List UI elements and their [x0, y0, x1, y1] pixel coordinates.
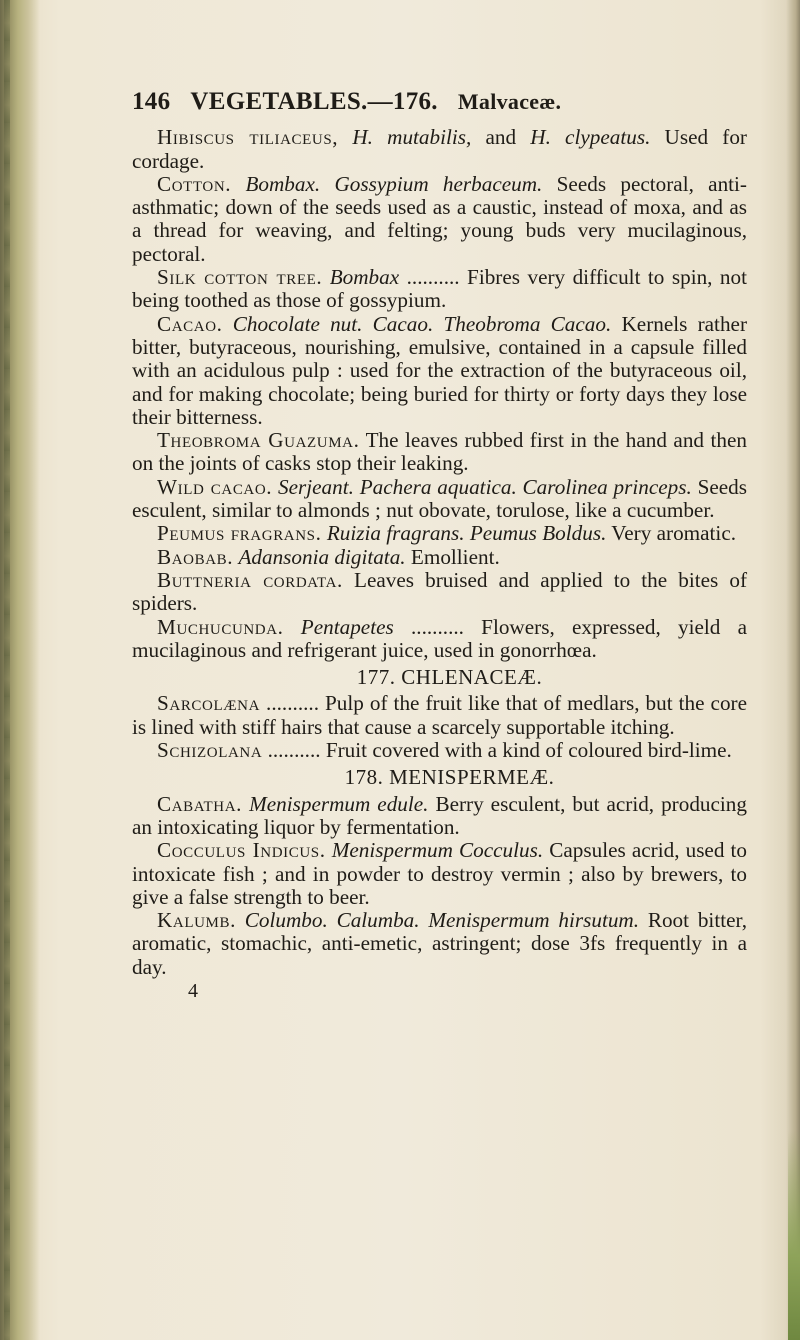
section-heading-177: 177. CHLENACEÆ.	[356, 665, 543, 690]
entry-paragraph	[132, 569, 747, 616]
latin-name: H. mutabilis,	[352, 125, 472, 150]
page-corner-stain	[788, 1130, 800, 1340]
entry-text	[338, 125, 352, 149]
entries-chlenaceae	[132, 692, 747, 762]
entry-text: .......... Flowers, expressed, yield a mucilaginous and refrigerant juice, used in gonorrhœa.	[132, 614, 747, 662]
latin-name: H. clypeatus.	[530, 125, 651, 150]
entry-text: The leaves rubbed first in the hand and then on the joints of casks stop their leaking.	[132, 428, 747, 476]
entry-paragraph	[132, 909, 747, 979]
entry-headword: Silk cotton tree.	[157, 265, 323, 290]
page-content	[132, 90, 747, 1003]
entry-headword: Buttneria cordata.	[157, 567, 343, 592]
entry-headword: Muchucunda.	[157, 614, 284, 639]
latin-name: Menispermum edule.	[249, 791, 429, 816]
entry-text	[284, 615, 301, 639]
entry-text	[223, 312, 233, 336]
entry-text	[322, 265, 329, 289]
entry-paragraph	[132, 739, 747, 762]
entry-headword: Wild cacao.	[157, 474, 273, 499]
entry-paragraph	[132, 793, 747, 840]
entry-text: .......... Fruit covered with a kind of coloured bird-lime.	[262, 738, 732, 763]
entry-headword: Schizolana	[157, 738, 263, 763]
entry-headword: Kalumb.	[157, 908, 236, 933]
entry-text	[236, 908, 245, 932]
entry-text: Emollient.	[405, 544, 500, 569]
entry-paragraph	[132, 616, 747, 663]
entry-paragraph	[132, 313, 747, 429]
entry-text: .......... Pulp of the fruit like that of medlars, but the core is lined with stiff hairs that cause a scarcely supportable itching.	[132, 691, 747, 739]
latin-name: Bombax. Gossypium herbaceum.	[245, 171, 543, 196]
entry-paragraph	[132, 173, 747, 266]
entry-headword: Cocculus Indicus.	[157, 838, 326, 863]
entry-headword: Peumus fragrans.	[157, 521, 322, 546]
running-title: VEGETABLES.—176.	[190, 88, 438, 115]
entry-headword: Cotton.	[157, 171, 232, 196]
entry-paragraph	[132, 522, 747, 545]
entry-headword: Cabatha.	[157, 791, 243, 816]
entry-paragraph	[132, 546, 747, 569]
entry-paragraph	[132, 839, 747, 909]
entry-headword: Baobab.	[157, 544, 234, 569]
latin-name: Menispermum Cocculus.	[331, 838, 544, 863]
entry-text: Leaves bruised and applied to the bites of spiders.	[132, 567, 747, 616]
latin-name: Chocolate nut. Cacao. Theobroma Cacao.	[232, 311, 612, 336]
family-name: Malvaceæ.	[457, 89, 562, 114]
entry-paragraph	[132, 126, 747, 173]
entry-paragraph	[132, 429, 747, 476]
entry-headword: Theobroma Guazuma.	[157, 428, 360, 453]
entry-text: .......... Fibres very difficult to spin, not being toothed as those of gossypium.	[132, 265, 748, 313]
entries-menispermeae	[132, 793, 747, 979]
binding-stain	[4, 0, 10, 1340]
entry-paragraph	[132, 692, 747, 739]
running-header	[132, 90, 747, 113]
latin-name: Bombax	[329, 265, 400, 290]
entry-paragraph	[132, 476, 747, 523]
entry-text: Berry esculent, but acrid, producing an intoxicating liquor by fermentation.	[132, 791, 747, 839]
entry-headword: Sarcolæna	[157, 691, 261, 716]
entry-headword: Cacao.	[157, 311, 223, 336]
entry-text: and	[471, 125, 531, 150]
entry-text: Root bitter, aromatic, stomachic, anti-emetic, astringent; dose 3fs frequently in a day.	[132, 908, 748, 979]
entries-malvaceae	[132, 126, 747, 662]
entry-text: Very aromatic.	[606, 521, 737, 546]
page-number: 146	[132, 88, 171, 115]
entry-paragraph	[132, 266, 747, 313]
section-heading-178: 178. MENISPERMEÆ.	[344, 765, 555, 790]
entry-text	[231, 172, 245, 196]
latin-name: Pentapetes	[300, 614, 394, 639]
latin-name: Ruizia fragrans. Peumus Boldus.	[326, 521, 607, 546]
signature-mark: 4	[188, 979, 198, 1002]
latin-name: Adansonia digitata.	[238, 544, 406, 569]
latin-name: Columbo. Calumba. Menispermum hirsutum.	[244, 908, 640, 933]
entry-text: Seeds esculent, similar to almonds ; nut obovate, torulose, like a cucumber.	[132, 474, 747, 523]
entry-headword: Hibiscus tiliaceus,	[157, 125, 339, 150]
entry-text: Kernels rather bitter, butyraceous, nourishing, emulsive, contained in a capsule filled with an acidulous pulp : used for the extraction of the butyraceous oil, and for making chocolate; being buried for thirty or forty days they lose their bitterness.	[132, 311, 748, 429]
entry-text: Used for cordage.	[132, 125, 747, 173]
entry-text: Seeds pectoral, anti-asthmatic; down of the seeds used as a caustic, instead of moxa, and as a thread for weaving, and felting; young buds very mucilaginous, pectoral.	[132, 171, 747, 266]
entry-text: Capsules acrid, used to intoxicate fish ; and in powder to destroy vermin ; also by brewers, to give a false strength to beer.	[132, 838, 747, 909]
latin-name: Serjeant. Pachera aquatica. Carolinea princeps.	[278, 474, 692, 499]
